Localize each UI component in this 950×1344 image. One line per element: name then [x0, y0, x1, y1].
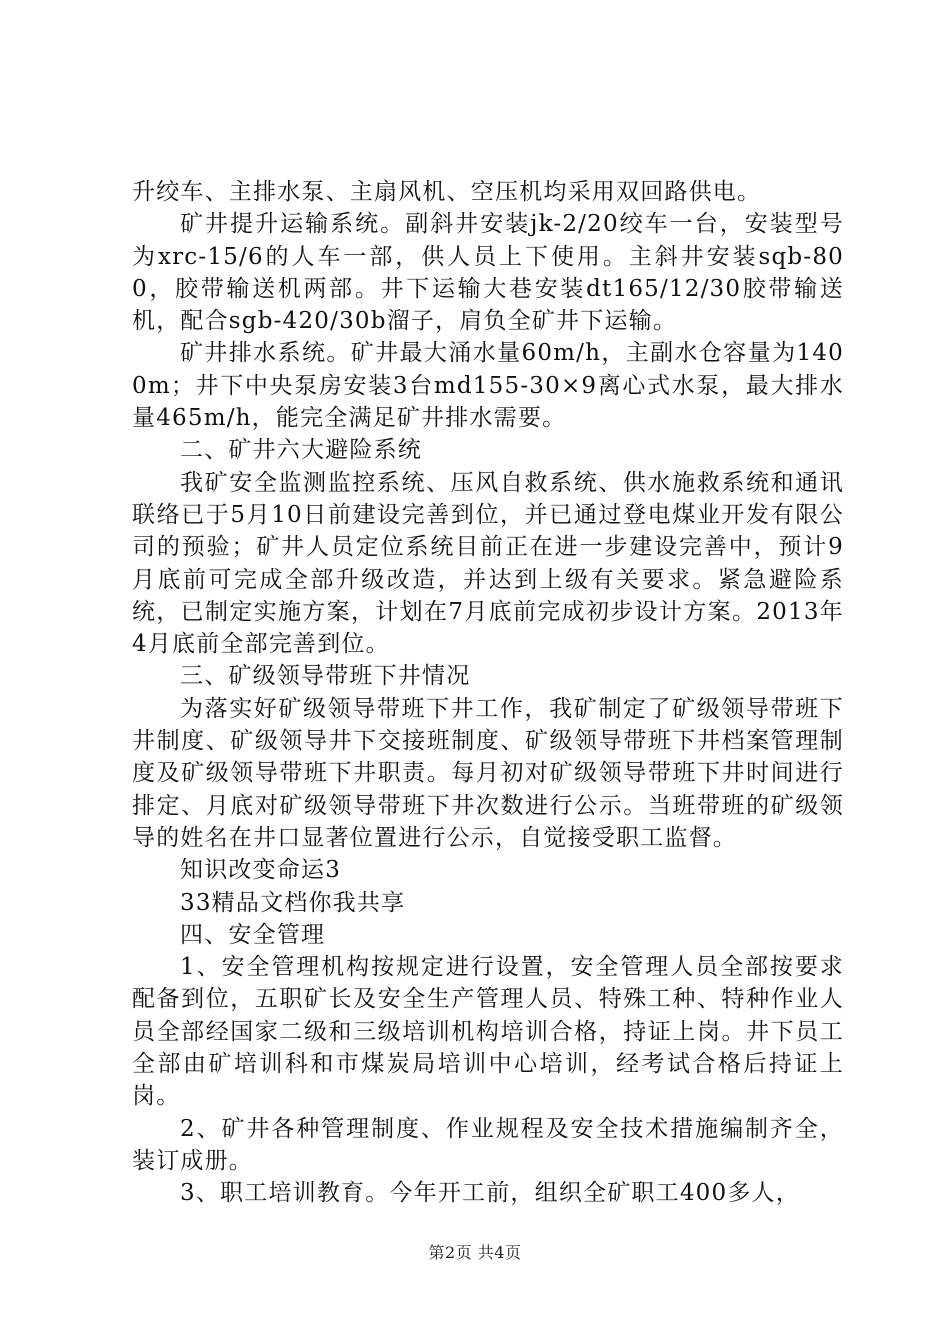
paragraph-drainage-system: 矿井排水系统。矿井最大涌水量60m/h，主副水仓容量为1400m；井下中央泵房安装3台md155-30×9离心式水泵，最大排水量465m/h，能完全满足矿井排水需要。	[132, 340, 844, 432]
paragraph-management-item-2: 2、矿井各种管理制度、作业规程及安全技术措施编制齐全，装订成册。	[132, 1115, 844, 1174]
paragraph-continuation: 升绞车、主排水泵、主扇风机、空压机均采用双回路供电。	[132, 179, 762, 205]
section-heading-safety-management: 四、安全管理	[180, 921, 326, 948]
paragraph-leadership: 为落实好矿级领导带班下井工作，我矿制定了矿级领导带班下井制度、矿级领导井下交接班制度、矿级领导带班下井档案管理制度及矿级领导带班下井职责。每月初对矿级领导带班下井时间进行排定、月底对矿级领导带班下井次数进行公示。当班带班的矿级领导的姓名在井口显著位置进行公示，自觉接受职工监督。	[132, 695, 844, 851]
inline-watermark-line-1: 知识改变命运3	[180, 857, 342, 884]
paragraph-management-item-3: 3、职工培训教育。今年开工前，组织全矿职工400多人，	[180, 1180, 800, 1207]
section-heading-safety-systems: 二、矿井六大避险系统	[180, 437, 422, 464]
paragraph-management-item-1: 1、安全管理机构按规定进行设置，安全管理人员全部按要求配备到位，五职矿长及安全生产管理人员、特殊工种、特种作业人员全部经国家二级和三级培训机构培训合格，持证上岗。井下员工全部由矿培训科和市煤炭局培训中心培训，经考试合格后持证上岗。	[132, 954, 844, 1110]
inline-watermark-line-2: 33精品文档你我共享	[180, 889, 406, 916]
paragraph-hoisting-system: 矿井提升运输系统。副斜井安装jk-2/20绞车一台，安装型号为xrc-15/6的人车一部，供人员上下使用。主斜井安装sqb-800，胶带输送机两部。井下运输大巷安装dt165/12/30胶带输送机，配合sgb-420/30b溜子，肩负全矿井下运输。	[132, 211, 844, 335]
paragraph-safety-systems: 我矿安全监测监控系统、压风自救系统、供水施救系统和通讯联络已于5月10日前建设完善到位，并已通过登电煤业开发有限公司的预验；矿井人员定位系统目前正在进一步建设完善中，预计9月底前可完成全部升级改造，并达到上级有关要求。紧急避险系统，已制定实施方案，计划在7月底前完成初步设计方案。2013年4月底前全部完善到位。	[132, 469, 844, 658]
page-number: 第2页 共4页	[428, 1243, 522, 1262]
document-body	[132, 176, 844, 1210]
section-heading-leadership: 三、矿级领导带班下井情况	[180, 663, 471, 690]
page-footer	[0, 1240, 950, 1263]
